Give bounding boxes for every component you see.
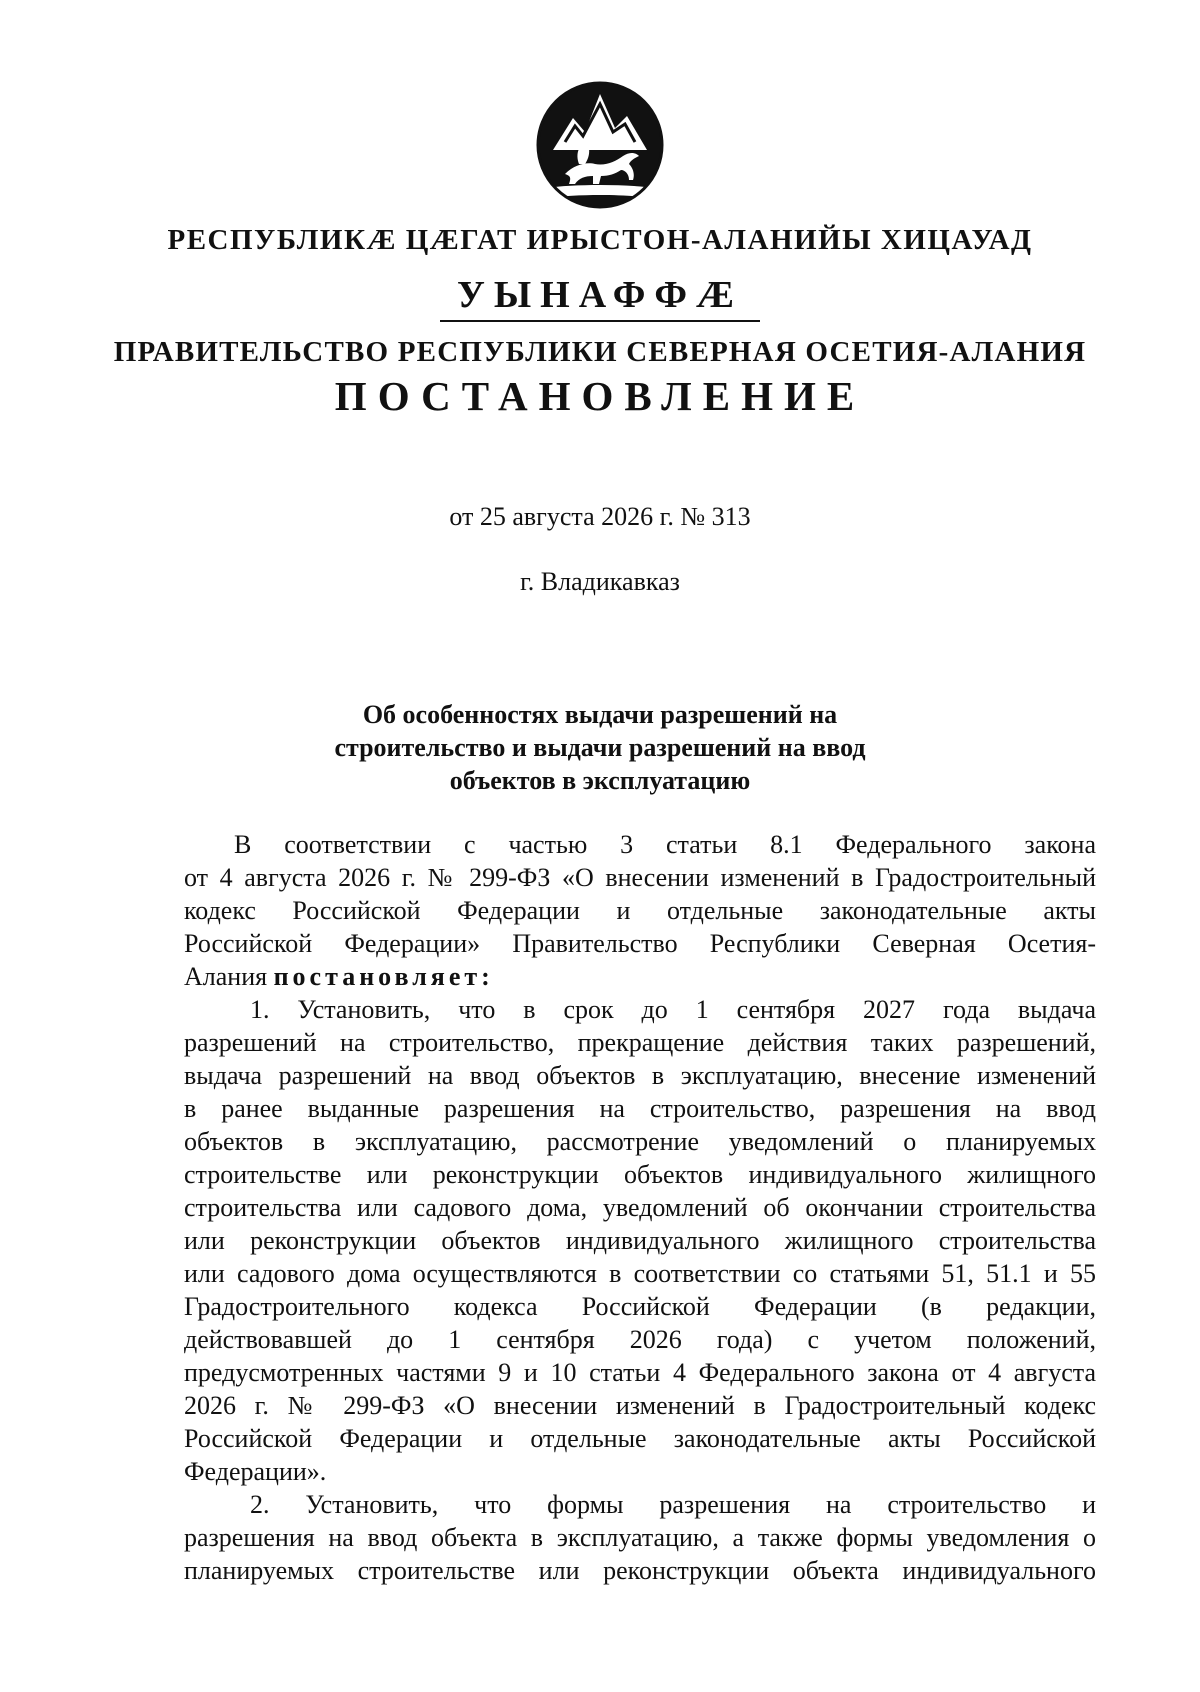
preamble-line: В соответствии с частью 3 статьи 8.1 Федерального закона (234, 830, 1096, 859)
russian-government-name: ПРАВИТЕЛЬСТВО РЕСПУБЛИКИ СЕВЕРНАЯ ОСЕТИЯ-АЛАНИЯ (113, 336, 1087, 368)
item1-line: действовавшей до 1 сентября 2026 года) с учетом положений, (184, 1325, 1096, 1354)
russian-document-type: ПОСТАНОВЛЕНИЕ (334, 373, 866, 419)
item1-line: или садового дома осуществляются в соответствии со статьями 51, 51.1 и 55 (184, 1259, 1096, 1288)
item1-line: или реконструкции объектов индивидуального жилищного строительства (184, 1226, 1096, 1255)
item2-line: планируемых строительстве или реконструкции объекта индивидуального (184, 1556, 1096, 1585)
item2-line: разрешения на ввод объекта в эксплуатацию, а также формы уведомления о (184, 1523, 1096, 1552)
coat-of-arms-emblem (535, 80, 665, 210)
ossetian-document-type: УЫНАФФӔ (456, 274, 744, 316)
preamble-line: Российской Федерации» Правительство Республики Северная Осетия- (184, 929, 1096, 958)
item1-line: 2026 г. № 299-ФЗ «О внесении изменений в Градостроительный кодекс (184, 1391, 1096, 1420)
item1-line: строительства или садового дома, уведомлений об окончании строительства (184, 1193, 1096, 1222)
document-title (0, 698, 1200, 797)
title-line: строительство и выдачи разрешений на ввод (334, 733, 866, 762)
document-date-number: от 25 августа 2026 г. № 313 (449, 502, 751, 531)
title-line: Об особенностях выдачи разрешений на (362, 700, 838, 729)
document-city: г. Владикавказ (520, 567, 680, 596)
item1-line: Градостроительного кодекса Российской Федерации (в редакции, (184, 1292, 1096, 1321)
item1-line: объектов в эксплуатацию, рассмотрение уведомлений о планируемых (184, 1127, 1096, 1156)
item1-line: 1. Установить, что в срок до 1 сентября 2027 года выдача (250, 995, 1096, 1024)
preamble-line: от 4 августа 2026 г. № 299-ФЗ «О внесении изменений в Градостроительный (184, 863, 1096, 892)
item1-line: в ранее выданные разрешения на строительство, разрешения на ввод (184, 1094, 1096, 1123)
item2-line: 2. Установить, что формы разрешения на строительство и (250, 1490, 1096, 1519)
item1-line: выдача разрешений на ввод объектов в эксплуатацию, внесение изменений (184, 1061, 1096, 1090)
title-line: объектов в эксплуатацию (449, 766, 751, 795)
header-divider (440, 320, 760, 322)
item1-line: предусмотренных частями 9 и 10 статьи 4 Федерального закона от 4 августа (184, 1358, 1096, 1387)
item1-line: Российской Федерации и отдельные законодательные акты Российской (184, 1424, 1096, 1453)
preamble-prefix: Алания (184, 962, 268, 991)
preamble-final-line (184, 960, 1096, 993)
decree-word: постановляет: (273, 962, 494, 991)
preamble-line: кодекс Российской Федерации и отдельные законодательные акты (184, 896, 1096, 925)
item1-line: разрешений на строительство, прекращение действия таких разрешений, (184, 1028, 1096, 1057)
ossetian-government-name: РЕСПУБЛИКӔ ЦӔГАТ ИРЫСТОН-АЛАНИЙЫ ХИЦАУАД (167, 224, 1033, 256)
item1-line: строительстве или реконструкции объектов индивидуального жилищного (184, 1160, 1096, 1189)
document-body (184, 828, 1096, 1587)
item1-line: Федерации». (184, 1457, 327, 1486)
